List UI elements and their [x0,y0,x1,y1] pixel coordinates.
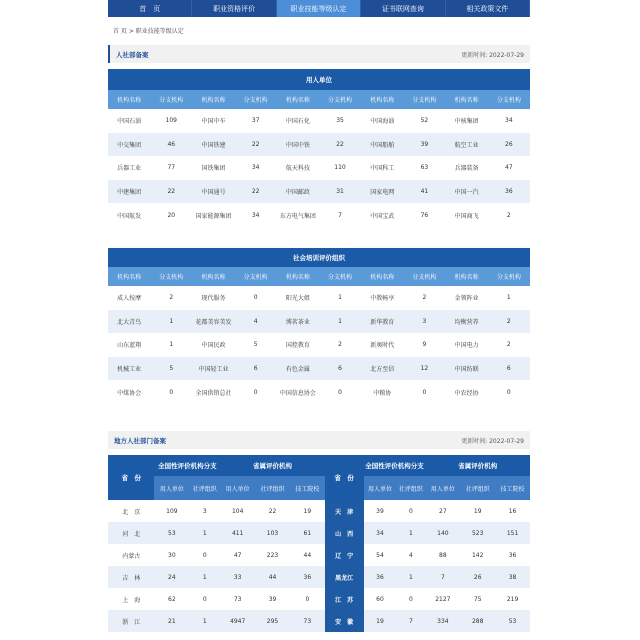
branch-count-cell: 1 [150,333,192,357]
section-mohrss-filing [108,45,530,227]
social-header: 社评组织 [189,476,220,500]
count-cell: 7 [425,566,460,588]
org-name-cell: 山东蓝翔 [108,333,150,357]
org-name-header: 机构名称 [446,90,488,109]
province-header: 省 份 [108,455,154,500]
province-cell: 北 京 [108,500,154,522]
org-name-cell: 中粮协 [361,380,403,404]
branch-count-cell: 0 [319,380,361,404]
branch-count-cell: 34 [235,203,277,227]
branch-count-cell: 1 [319,310,361,334]
org-name-cell: 中国一汽 [446,180,488,204]
branch-count-cell: 2 [488,203,530,227]
table-caption: 用人单位 [108,69,530,90]
province-cell: 天 津 [325,500,364,522]
table-row [108,357,530,381]
org-name-cell: 中国邮政 [277,180,319,204]
nav-item[interactable]: 首 页 [108,0,192,17]
count-cell: 104 [220,500,255,522]
org-name-header: 机构名称 [277,90,319,109]
province-header: 省 份 [325,455,364,500]
branch-count-header: 分支机构 [403,267,445,286]
branch-count-cell: 26 [488,133,530,157]
count-cell: 34 [364,522,397,544]
branch-count-cell: 22 [150,180,192,204]
branch-count-cell: 5 [235,333,277,357]
table-row [108,133,530,157]
org-name-cell: 机械工业 [108,357,150,381]
province-cell: 黑龙江 [325,566,364,588]
org-name-header: 机构名称 [277,267,319,286]
branch-count-header: 分支机构 [235,267,277,286]
branch-count-header: 分支机构 [150,90,192,109]
branch-count-cell: 22 [235,180,277,204]
count-cell: 39 [255,588,290,610]
org-name-cell: 中国宝武 [361,203,403,227]
org-name-cell: 中国民政 [192,333,234,357]
org-name-header: 机构名称 [361,90,403,109]
count-cell: 288 [460,610,495,632]
social-header: 社评组织 [396,476,425,500]
branch-count-cell: 63 [403,156,445,180]
org-name-cell: 中国电力 [446,333,488,357]
section-header [108,431,530,449]
branch-count-cell: 2 [403,286,445,310]
employer-header: 用人单位 [154,476,189,500]
count-cell: 223 [255,544,290,566]
branch-count-cell: 1 [488,286,530,310]
count-cell: 109 [154,500,189,522]
count-cell: 44 [255,566,290,588]
table-row [108,500,530,522]
table-row [108,333,530,357]
branch-count-cell: 0 [235,286,277,310]
branch-count-cell: 1 [150,310,192,334]
branch-count-cell: 22 [319,133,361,157]
branch-count-cell: 39 [403,133,445,157]
count-cell: 0 [189,544,220,566]
org-name-header: 机构名称 [108,267,150,286]
nav-item[interactable]: 职业资格评价 [192,0,276,17]
count-cell: 54 [364,544,397,566]
count-cell: 38 [495,566,530,588]
org-name-cell: 兵器装备 [446,156,488,180]
org-name-cell: 中国石油 [108,109,150,133]
branch-count-header: 分支机构 [235,90,277,109]
count-cell: 4 [396,544,425,566]
org-name-cell: 国家电网 [361,180,403,204]
table-row [108,156,530,180]
branch-count-cell: 52 [403,109,445,133]
org-name-header: 机构名称 [192,267,234,286]
org-name-cell: 中国轻工业 [192,357,234,381]
count-cell: 2127 [425,588,460,610]
count-cell: 60 [364,588,397,610]
province-cell: 吉 林 [108,566,154,588]
org-name-cell: 现代服务 [192,286,234,310]
count-cell: 61 [290,522,325,544]
branch-count-cell: 31 [319,180,361,204]
section-title: 人社部备案 [116,50,149,59]
province-cell: 河 北 [108,522,154,544]
count-cell: 75 [460,588,495,610]
update-time: 更新时间: 2022-07-29 [461,437,524,445]
province-cell: 安 徽 [325,610,364,632]
branch-count-cell: 3 [403,310,445,334]
branch-count-cell: 5 [150,357,192,381]
table-row [108,522,530,544]
org-name-cell: 博茗茶业 [277,310,319,334]
count-cell: 334 [425,610,460,632]
branch-count-cell: 76 [403,203,445,227]
org-name-cell: 航天科技 [277,156,319,180]
school-header: 技工院校 [495,476,530,500]
branch-count-header: 分支机构 [150,267,192,286]
org-name-cell: 中交集团 [108,133,150,157]
count-cell: 62 [154,588,189,610]
org-name-cell: 国铁集团 [192,156,234,180]
national-header: 全国性评价机构分支 [154,455,220,476]
branch-count-cell: 0 [235,380,277,404]
branch-count-cell: 77 [150,156,192,180]
section-header [108,45,530,63]
branch-count-cell: 22 [235,133,277,157]
org-name-cell: 国控教育 [277,333,319,357]
nav-item[interactable]: 职业技能等级认定 [277,0,361,17]
count-cell: 36 [290,566,325,588]
count-cell: 88 [425,544,460,566]
province-cell: 山 西 [325,522,364,544]
branch-count-cell: 2 [319,333,361,357]
branch-count-cell: 109 [150,109,192,133]
count-cell: 19 [460,500,495,522]
table-row [108,203,530,227]
org-name-cell: 中国科工 [361,156,403,180]
social-header: 社评组织 [460,476,495,500]
branch-count-cell: 41 [403,180,445,204]
count-cell: 1 [189,566,220,588]
branch-count-cell: 9 [403,333,445,357]
count-cell: 53 [495,610,530,632]
org-name-cell: 中核集团 [446,109,488,133]
count-cell: 523 [460,522,495,544]
table-caption: 社会培训评价组织 [108,248,530,267]
branch-count-cell: 0 [403,380,445,404]
count-cell: 36 [364,566,397,588]
section-title: 地方人社部门备案 [114,436,166,445]
branch-count-cell: 34 [235,156,277,180]
org-name-cell: 新华教育 [361,310,403,334]
org-name-cell: 中国中车 [192,109,234,133]
branch-count-cell: 110 [319,156,361,180]
count-cell: 0 [396,500,425,522]
count-cell: 1 [189,610,220,632]
count-cell: 19 [364,610,397,632]
count-cell: 16 [495,500,530,522]
breadcrumb: 首 页 > 职业技能等级认定 [113,28,184,35]
provincial-header: 省属评价机构 [425,455,530,476]
org-name-cell: 中国通号 [192,180,234,204]
social-org-table [108,248,530,404]
org-name-cell: 均衡营养 [446,310,488,334]
count-cell: 0 [290,588,325,610]
branch-count-cell: 6 [319,357,361,381]
branch-count-cell: 2 [488,310,530,334]
org-name-cell: 花都美容美发 [192,310,234,334]
org-name-cell: 北大青鸟 [108,310,150,334]
org-name-cell: 中国纺联 [446,357,488,381]
count-cell: 7 [396,610,425,632]
org-name-cell: 中国铁建 [192,133,234,157]
org-name-cell: 中国海油 [361,109,403,133]
table-row [108,566,530,588]
org-name-cell: 新奥时代 [361,333,403,357]
branch-count-cell: 0 [150,380,192,404]
org-name-cell: 中国航发 [108,203,150,227]
org-name-header: 机构名称 [446,267,488,286]
count-cell: 73 [290,610,325,632]
table-row [108,180,530,204]
table-row [108,310,530,334]
province-cell: 内蒙古 [108,544,154,566]
count-cell: 1 [396,522,425,544]
count-cell: 36 [495,544,530,566]
count-cell: 0 [189,588,220,610]
org-name-cell: 兵器工业 [108,156,150,180]
org-name-cell: 航空工业 [446,133,488,157]
branch-count-cell: 2 [150,286,192,310]
org-name-cell: 中国石化 [277,109,319,133]
employer-table [108,69,530,227]
count-cell: 1 [396,566,425,588]
provincial-header: 省属评价机构 [220,455,325,476]
count-cell: 1 [189,522,220,544]
count-cell: 0 [396,588,425,610]
count-cell: 53 [154,522,189,544]
branch-count-header: 分支机构 [488,267,530,286]
org-name-header: 机构名称 [192,90,234,109]
branch-count-cell: 37 [235,109,277,133]
org-name-cell: 中国商飞 [446,203,488,227]
org-name-cell: 阳光大姐 [277,286,319,310]
count-cell: 295 [255,610,290,632]
update-time: 更新时间: 2022-07-29 [461,51,524,59]
branch-count-cell: 34 [488,109,530,133]
count-cell: 30 [154,544,189,566]
table-row [108,544,530,566]
province-cell: 辽 宁 [325,544,364,566]
table-row [108,610,530,632]
org-name-cell: 中教畅享 [361,286,403,310]
count-cell: 142 [460,544,495,566]
count-cell: 21 [154,610,189,632]
nav-item[interactable]: 相关政策文件 [446,0,530,17]
org-name-cell: 有色金属 [277,357,319,381]
count-cell: 140 [425,522,460,544]
count-cell: 47 [220,544,255,566]
org-name-cell: 成人按摩 [108,286,150,310]
branch-count-cell: 46 [150,133,192,157]
province-table [108,455,530,632]
employer-header: 用人单位 [364,476,397,500]
count-cell: 27 [425,500,460,522]
org-name-cell: 中建集团 [108,180,150,204]
branch-count-header: 分支机构 [403,90,445,109]
org-name-cell: 中煤协会 [108,380,150,404]
org-name-cell: 中国船舶 [361,133,403,157]
count-cell: 19 [290,500,325,522]
branch-count-cell: 4 [235,310,277,334]
count-cell: 33 [220,566,255,588]
national-header: 全国性评价机构分支 [364,455,426,476]
org-name-cell: 中国信息协会 [277,380,319,404]
branch-count-header: 分支机构 [319,267,361,286]
org-name-cell: 北方至信 [361,357,403,381]
count-cell: 219 [495,588,530,610]
org-name-cell: 中国中铁 [277,133,319,157]
branch-count-cell: 12 [403,357,445,381]
count-cell: 411 [220,522,255,544]
count-cell: 22 [255,500,290,522]
table-row [108,588,530,610]
branch-count-cell: 35 [319,109,361,133]
employer-header: 用人单位 [220,476,255,500]
count-cell: 39 [364,500,397,522]
count-cell: 24 [154,566,189,588]
org-name-cell: 国家能源集团 [192,203,234,227]
org-name-cell: 中农经协 [446,380,488,404]
branch-count-cell: 2 [488,333,530,357]
table-row [108,380,530,404]
province-cell: 浙 江 [108,610,154,632]
table-row [108,286,530,310]
branch-count-cell: 1 [319,286,361,310]
branch-count-cell: 7 [319,203,361,227]
branch-count-cell: 6 [235,357,277,381]
province-cell: 江 苏 [325,588,364,610]
school-header: 技工院校 [290,476,325,500]
org-name-header: 机构名称 [361,267,403,286]
section-social-orgs [108,248,530,404]
social-header: 社评组织 [255,476,290,500]
count-cell: 4947 [220,610,255,632]
branch-count-cell: 6 [488,357,530,381]
branch-count-header: 分支机构 [488,90,530,109]
count-cell: 26 [460,566,495,588]
nav-item[interactable]: 证书联网查询 [361,0,445,17]
employer-header: 用人单位 [425,476,460,500]
province-cell: 上 海 [108,588,154,610]
org-name-header: 机构名称 [108,90,150,109]
branch-count-cell: 20 [150,203,192,227]
branch-count-header: 分支机构 [319,90,361,109]
count-cell: 151 [495,522,530,544]
main-nav [108,0,530,17]
count-cell: 103 [255,522,290,544]
count-cell: 44 [290,544,325,566]
branch-count-cell: 47 [488,156,530,180]
branch-count-cell: 36 [488,180,530,204]
org-name-cell: 全国供销总社 [192,380,234,404]
org-name-cell: 金领阵业 [446,286,488,310]
table-row [108,109,530,133]
branch-count-cell: 0 [488,380,530,404]
section-local-filing [108,431,530,632]
count-cell: 73 [220,588,255,610]
count-cell: 3 [189,500,220,522]
org-name-cell: 东方电气集团 [277,203,319,227]
